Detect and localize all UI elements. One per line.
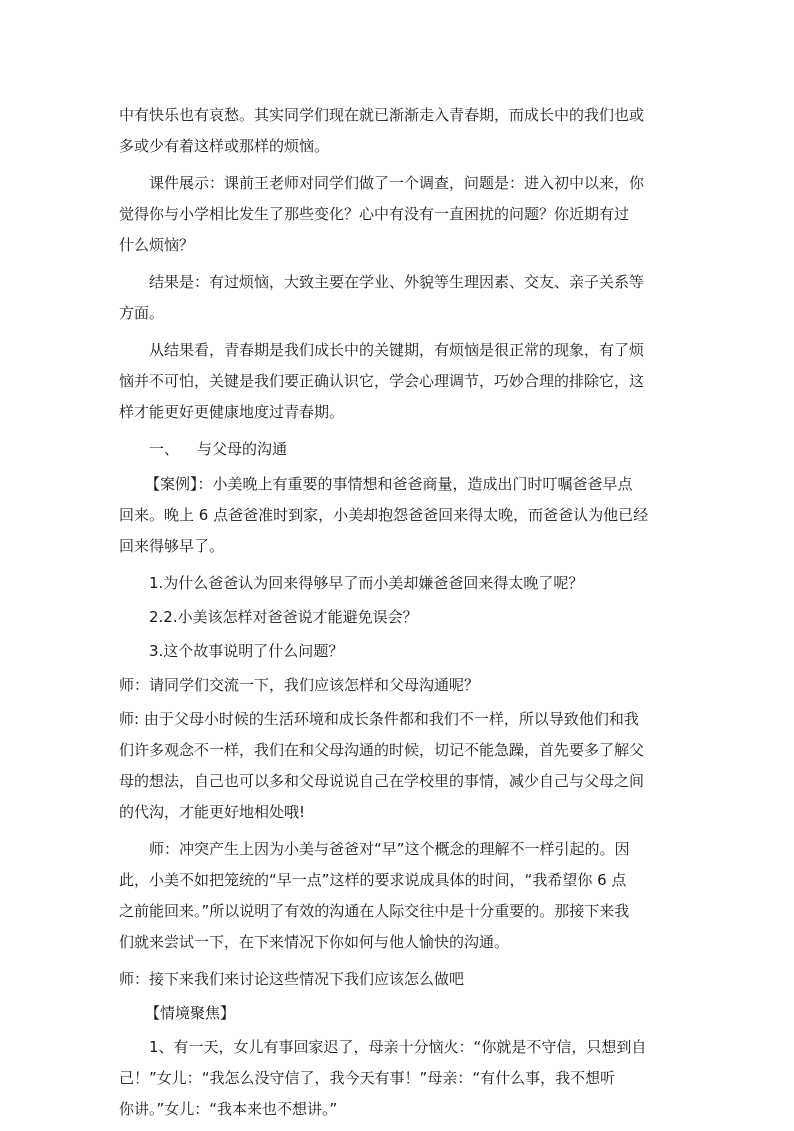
text-line: 师：冲突产生上因为小美与爸爸对“早”这个概念的理解不一样引起的。因 [149,840,630,858]
text-line: 多或少有着这样或那样的烦恼。 [119,137,330,155]
text-line: 方面。 [119,304,165,322]
result-paragraph [119,267,679,329]
text-line: 母的想法，自己也可以多和父母说说自己在学校里的事情，减少自己与父母之间 [119,772,645,790]
teacher-analysis [119,834,679,958]
text-line: 从结果看，青春期是我们成长中的关键期，有烦恼是很正常的现象，有了烦 [149,341,645,359]
scenario-paragraph [119,1032,679,1125]
text-line: 们就来尝试一下，在下来情况下你如何与他人愉快的沟通。 [119,933,510,951]
teacher-explanation [119,704,679,828]
teacher-prompt: 师：请同学们交流一下，我们应该怎样和父母沟通呢？ [119,676,480,694]
section-heading [119,434,679,465]
text-line: 们许多观念不一样，我们在和父母沟通的时候，切记不能急躁，首先要多了解父 [119,741,645,759]
document-page [119,100,679,1131]
question-3: 3.这个故事说明了什么问题？ [149,642,344,660]
question-2: 2.2.小美该怎样对爸爸说才能避免误会？ [149,608,418,626]
text-line: 师: 由于父母小时候的生活环境和成长条件都和我们不一样，所以导致他们和我 [119,710,639,728]
question-1: 1.为什么爸爸认为回来得够早了而小美却嫌爸爸回来得太晚了呢？ [149,574,584,592]
focus-heading: 【情境聚焦】 [145,1004,236,1022]
text-line: 中有快乐也有哀愁。其实同学们现在就已渐渐走入青春期，而成长中的我们也或 [119,106,645,124]
text-line: 1、有一天，女儿有事回家迟了，母亲十分恼火：“你就是不守信，只想到自 [149,1038,647,1056]
section-title: 与父母的沟通 [197,440,288,458]
text-line: 样才能更好更健康地度过青春期。 [119,403,345,421]
case-paragraph [119,469,679,562]
text-line: 恼并不可怕，关键是我们要正确认识它，学会心理调节，巧妙合理的排除它，这 [119,372,645,390]
teacher-discussion: 师：接下来我们来讨论这些情况下我们应该怎么做吧 [119,970,465,988]
section-number: 一、 [149,440,180,458]
text-line: 的代沟，才能更好地相处哦! [119,803,306,821]
intro-paragraph [119,100,679,162]
text-line: 回来得够早了。 [119,537,225,555]
text-line: 什么烦恼？ [119,236,195,254]
conclusion-paragraph [119,335,679,428]
text-line: 此，小美不如把笼统的“早一点”这样的要求说成具体的时间，“我希望你 6 点 [119,871,627,889]
text-line: 己！”女儿：“我怎么没守信了，我今天有事！”母亲：“有什么事，我不想听 [119,1069,616,1087]
text-line: 觉得你与小学相比发生了那些变化？心中有没有一直困扰的问题？你近期有过 [119,205,630,223]
text-line: 结果是：有过烦恼，大致主要在学业、外貌等生理因素、交友、亲子关系等 [149,273,645,291]
text-line: 回来。晚上 6 点爸爸准时到家，小美却抱怨爸爸回来得太晚，而爸爸认为他已经 [119,506,649,524]
text-line: 你讲。”女儿：“我本来也不想讲。” [119,1100,338,1118]
courseware-paragraph [119,168,679,261]
text-line: 之前能回来。”所以说明了有效的沟通在人际交往中是十分重要的。那接下来我 [119,902,630,920]
text-line: 【案例】：小美晚上有重要的事情想和爸爸商量，造成出门时叮嘱爸爸早点 [145,475,633,493]
text-line: 课件展示：课前王老师对同学们做了一个调查，问题是：进入初中以来，你 [149,174,645,192]
